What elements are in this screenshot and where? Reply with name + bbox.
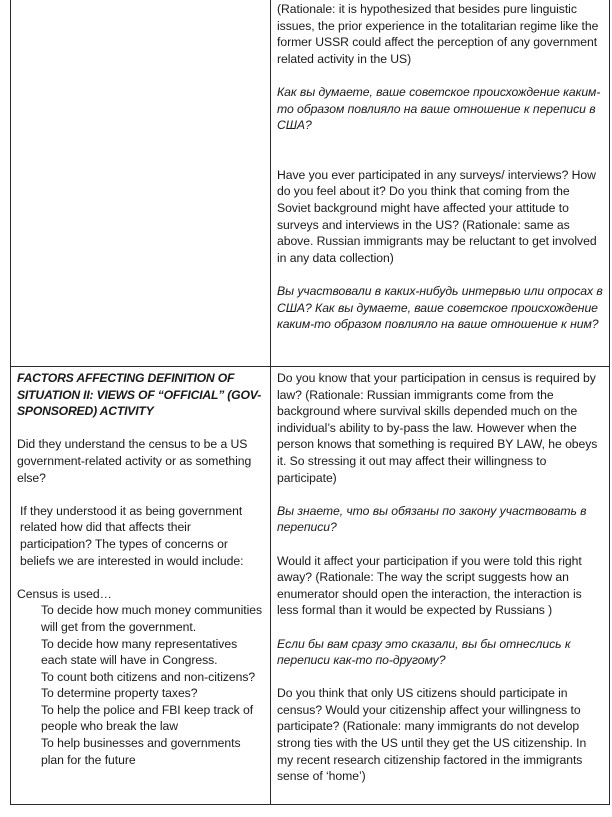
list-item: To help the police and FBI keep track of people who break the law — [41, 702, 254, 734]
list-item: To count both citizens and non-citizens? — [41, 669, 256, 684]
list-item: To decide how many representatives each state will have in Congress. — [41, 636, 238, 668]
topic-question: Did they understand the census to be a US government-related activity or as something else? — [17, 437, 252, 485]
question-text: Have you ever participated in any surveys/ interviews? How do you feel about it? Do you think that coming from the Soviet background might have affected your attitude to surveys and interviews in the US? (Rationale: same as above. Russian immigrants may be reluctant to get involved in any data collection) — [277, 167, 597, 265]
census-uses-list — [17, 602, 265, 768]
rationale-text: (Rationale: it is hypothesized that besides pure linguistic issues, the prior experience in the totalitarian regime like the former USSR could affect the perception of any government related activity in the US) — [277, 2, 599, 66]
russian-question: Как вы думаете, ваше советское происхождение каким-то образом повлияло на ваше отношение к переписи в США? — [277, 84, 601, 133]
table-row — [11, 367, 610, 805]
list-item: To determine property taxes? — [41, 686, 198, 701]
questions-cell — [271, 367, 610, 805]
census-uses-title: Census is used… — [17, 586, 112, 601]
question-text: Do you know that your participation in census is required by law? (Rationale: Russian immigrants come from the background where survival skills depended much on the individual’s ability to by-pass the law. However when the person knows that something is required BY LAW, he obeys it. So stressing it out may affect their willingness to participate) — [277, 371, 598, 485]
question-text: Would it affect your participation if you were told this right away? (Rationale: The way the script suggests how an enumerator should open the interaction, the interaction is less formal than it would be expected by Russians ) — [277, 553, 582, 618]
questions-cell — [271, 0, 610, 367]
topic-cell — [11, 367, 271, 805]
interview-protocol-table — [10, 0, 610, 805]
topic-cell — [11, 0, 271, 367]
russian-question: Вы знаете, что вы обязаны по закону участвовать в переписи? — [277, 503, 587, 535]
section-heading: FACTORS AFFECTING DEFINITION OF SITUATION II: VIEWS OF “OFFICIAL” (GOV-SPONSORED) ACTIVITY — [17, 371, 262, 419]
table-row — [11, 0, 610, 367]
list-item: To decide how much money communities will get from the government. — [41, 603, 263, 634]
russian-question: Вы участвовали в каких-нибудь интервью или опросах в США? Как вы думаете, ваше советское происхождение каким-то образом повлияло на ваше отношение к ним? — [277, 283, 603, 332]
question-text: Do you think that only US citizens should participate in census? Would your citizenship affect your willingness to participate? (Rationale: many immigrants do not develop strong ties with the US until they get the US citizenship. In my recent research citizenship factored in the immigrants sense of ‘home’) — [277, 686, 587, 784]
topic-question: If they understood it as being government related how did that affects their participation? The types of concerns or beliefs we are interested in would include: — [20, 503, 244, 568]
russian-question: Если бы вам сразу это сказали, вы бы отнеслись к переписи как-то по-другому? — [277, 636, 571, 668]
list-item: To help businesses and governments plan for the future — [41, 736, 241, 767]
